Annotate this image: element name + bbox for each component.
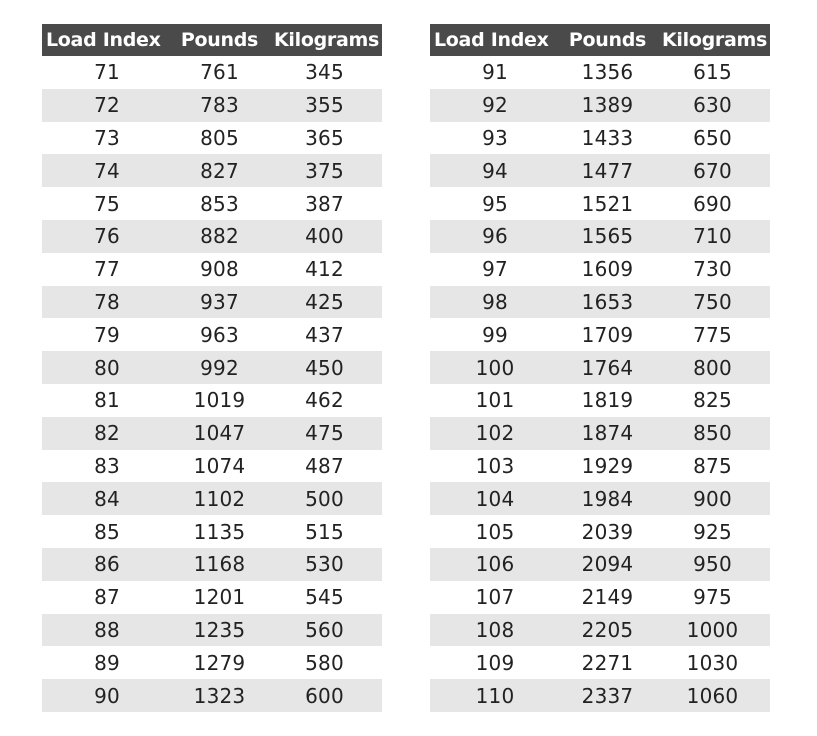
cell-pounds: 1168 <box>172 548 267 581</box>
header-kilograms: Kilograms <box>655 24 770 56</box>
cell-pounds: 1477 <box>560 154 655 187</box>
cell-load-index: 86 <box>42 548 172 581</box>
cell-load-index: 76 <box>42 220 172 253</box>
cell-pounds: 2094 <box>560 548 655 581</box>
cell-kilograms: 900 <box>655 482 770 515</box>
table-body <box>42 56 382 712</box>
cell-kilograms: 425 <box>267 286 382 319</box>
cell-kilograms: 437 <box>267 318 382 351</box>
cell-kilograms: 580 <box>267 646 382 679</box>
cell-load-index: 106 <box>430 548 560 581</box>
cell-kilograms: 950 <box>655 548 770 581</box>
cell-kilograms: 375 <box>267 154 382 187</box>
cell-pounds: 937 <box>172 286 267 319</box>
cell-pounds: 882 <box>172 220 267 253</box>
cell-kilograms: 1000 <box>655 614 770 647</box>
cell-load-index: 93 <box>430 122 560 155</box>
header-row <box>430 24 770 56</box>
cell-load-index: 110 <box>430 679 560 712</box>
cell-load-index: 107 <box>430 581 560 614</box>
cell-pounds: 1565 <box>560 220 655 253</box>
table-row <box>430 679 770 712</box>
cell-load-index: 77 <box>42 253 172 286</box>
cell-pounds: 1433 <box>560 122 655 155</box>
cell-kilograms: 530 <box>267 548 382 581</box>
cell-kilograms: 975 <box>655 581 770 614</box>
cell-pounds: 1819 <box>560 384 655 417</box>
header-row <box>42 24 382 56</box>
cell-load-index: 82 <box>42 417 172 450</box>
cell-kilograms: 1060 <box>655 679 770 712</box>
cell-load-index: 95 <box>430 187 560 220</box>
table-row <box>430 154 770 187</box>
cell-pounds: 1074 <box>172 450 267 483</box>
cell-load-index: 79 <box>42 318 172 351</box>
table-row <box>430 89 770 122</box>
table-row <box>42 679 382 712</box>
cell-pounds: 1874 <box>560 417 655 450</box>
table-row <box>42 89 382 122</box>
cell-kilograms: 670 <box>655 154 770 187</box>
cell-load-index: 92 <box>430 89 560 122</box>
table-row <box>42 56 382 89</box>
cell-load-index: 99 <box>430 318 560 351</box>
table-row <box>430 384 770 417</box>
cell-pounds: 2337 <box>560 679 655 712</box>
cell-kilograms: 412 <box>267 253 382 286</box>
cell-kilograms: 600 <box>267 679 382 712</box>
cell-load-index: 101 <box>430 384 560 417</box>
cell-load-index: 85 <box>42 515 172 548</box>
table-row <box>430 614 770 647</box>
cell-pounds: 1323 <box>172 679 267 712</box>
cell-pounds: 2149 <box>560 581 655 614</box>
cell-pounds: 1102 <box>172 482 267 515</box>
cell-load-index: 84 <box>42 482 172 515</box>
cell-kilograms: 545 <box>267 581 382 614</box>
cell-load-index: 81 <box>42 384 172 417</box>
cell-load-index: 83 <box>42 450 172 483</box>
cell-kilograms: 925 <box>655 515 770 548</box>
table-row <box>42 351 382 384</box>
table-row <box>42 482 382 515</box>
cell-pounds: 1047 <box>172 417 267 450</box>
table-row <box>42 450 382 483</box>
table-body <box>430 56 770 712</box>
cell-pounds: 992 <box>172 351 267 384</box>
cell-pounds: 908 <box>172 253 267 286</box>
table-row <box>42 318 382 351</box>
cell-pounds: 1235 <box>172 614 267 647</box>
cell-kilograms: 800 <box>655 351 770 384</box>
cell-pounds: 1521 <box>560 187 655 220</box>
cell-pounds: 2039 <box>560 515 655 548</box>
cell-load-index: 90 <box>42 679 172 712</box>
cell-kilograms: 345 <box>267 56 382 89</box>
table-row <box>430 220 770 253</box>
cell-load-index: 108 <box>430 614 560 647</box>
cell-load-index: 74 <box>42 154 172 187</box>
cell-load-index: 72 <box>42 89 172 122</box>
cell-load-index: 98 <box>430 286 560 319</box>
cell-load-index: 94 <box>430 154 560 187</box>
cell-kilograms: 365 <box>267 122 382 155</box>
cell-kilograms: 387 <box>267 187 382 220</box>
table-row <box>430 482 770 515</box>
cell-kilograms: 475 <box>267 417 382 450</box>
cell-pounds: 827 <box>172 154 267 187</box>
table-row <box>430 286 770 319</box>
table-row <box>430 56 770 89</box>
table-row <box>42 253 382 286</box>
cell-pounds: 1356 <box>560 56 655 89</box>
header-pounds: Pounds <box>172 24 267 56</box>
cell-pounds: 2205 <box>560 614 655 647</box>
cell-pounds: 1929 <box>560 450 655 483</box>
table-row <box>430 351 770 384</box>
cell-pounds: 853 <box>172 187 267 220</box>
cell-pounds: 1389 <box>560 89 655 122</box>
table-row <box>42 187 382 220</box>
cell-load-index: 103 <box>430 450 560 483</box>
cell-pounds: 1653 <box>560 286 655 319</box>
header-load-index: Load Index <box>430 24 560 56</box>
cell-kilograms: 355 <box>267 89 382 122</box>
cell-pounds: 1984 <box>560 482 655 515</box>
cell-kilograms: 825 <box>655 384 770 417</box>
cell-kilograms: 1030 <box>655 646 770 679</box>
header-load-index: Load Index <box>42 24 172 56</box>
cell-load-index: 80 <box>42 351 172 384</box>
table-row <box>430 548 770 581</box>
cell-load-index: 71 <box>42 56 172 89</box>
cell-pounds: 963 <box>172 318 267 351</box>
cell-load-index: 89 <box>42 646 172 679</box>
cell-load-index: 91 <box>430 56 560 89</box>
table-row <box>42 286 382 319</box>
cell-kilograms: 515 <box>267 515 382 548</box>
cell-kilograms: 630 <box>655 89 770 122</box>
cell-kilograms: 875 <box>655 450 770 483</box>
table-row <box>430 581 770 614</box>
cell-pounds: 1135 <box>172 515 267 548</box>
cell-kilograms: 500 <box>267 482 382 515</box>
cell-kilograms: 487 <box>267 450 382 483</box>
table-row <box>42 154 382 187</box>
cell-pounds: 1201 <box>172 581 267 614</box>
cell-load-index: 102 <box>430 417 560 450</box>
cell-load-index: 100 <box>430 351 560 384</box>
header-pounds: Pounds <box>560 24 655 56</box>
cell-pounds: 1279 <box>172 646 267 679</box>
cell-load-index: 104 <box>430 482 560 515</box>
table-row <box>42 581 382 614</box>
table-row <box>42 515 382 548</box>
header-kilograms: Kilograms <box>267 24 382 56</box>
cell-kilograms: 650 <box>655 122 770 155</box>
cell-pounds: 1709 <box>560 318 655 351</box>
table-row <box>42 548 382 581</box>
cell-kilograms: 730 <box>655 253 770 286</box>
load-index-table-right <box>430 24 770 712</box>
cell-load-index: 109 <box>430 646 560 679</box>
cell-load-index: 88 <box>42 614 172 647</box>
table-row <box>430 122 770 155</box>
table-row <box>430 417 770 450</box>
table-row <box>42 220 382 253</box>
load-index-table-left <box>42 24 382 712</box>
cell-pounds: 1609 <box>560 253 655 286</box>
cell-kilograms: 850 <box>655 417 770 450</box>
cell-load-index: 78 <box>42 286 172 319</box>
cell-load-index: 75 <box>42 187 172 220</box>
cell-load-index: 97 <box>430 253 560 286</box>
cell-pounds: 783 <box>172 89 267 122</box>
table-row <box>430 187 770 220</box>
table-row <box>430 253 770 286</box>
table <box>42 24 382 712</box>
cell-kilograms: 400 <box>267 220 382 253</box>
cell-pounds: 1019 <box>172 384 267 417</box>
cell-pounds: 2271 <box>560 646 655 679</box>
cell-kilograms: 462 <box>267 384 382 417</box>
cell-kilograms: 615 <box>655 56 770 89</box>
table-row <box>42 614 382 647</box>
cell-load-index: 96 <box>430 220 560 253</box>
cell-kilograms: 710 <box>655 220 770 253</box>
cell-pounds: 805 <box>172 122 267 155</box>
cell-kilograms: 450 <box>267 351 382 384</box>
cell-load-index: 73 <box>42 122 172 155</box>
cell-kilograms: 690 <box>655 187 770 220</box>
table-row <box>430 646 770 679</box>
cell-load-index: 105 <box>430 515 560 548</box>
table-row <box>430 450 770 483</box>
table-row <box>42 417 382 450</box>
table-row <box>430 515 770 548</box>
cell-pounds: 1764 <box>560 351 655 384</box>
cell-pounds: 761 <box>172 56 267 89</box>
cell-kilograms: 775 <box>655 318 770 351</box>
table-row <box>42 646 382 679</box>
table-row <box>430 318 770 351</box>
cell-load-index: 87 <box>42 581 172 614</box>
table-row <box>42 122 382 155</box>
table-row <box>42 384 382 417</box>
cell-kilograms: 750 <box>655 286 770 319</box>
table <box>430 24 770 712</box>
cell-kilograms: 560 <box>267 614 382 647</box>
